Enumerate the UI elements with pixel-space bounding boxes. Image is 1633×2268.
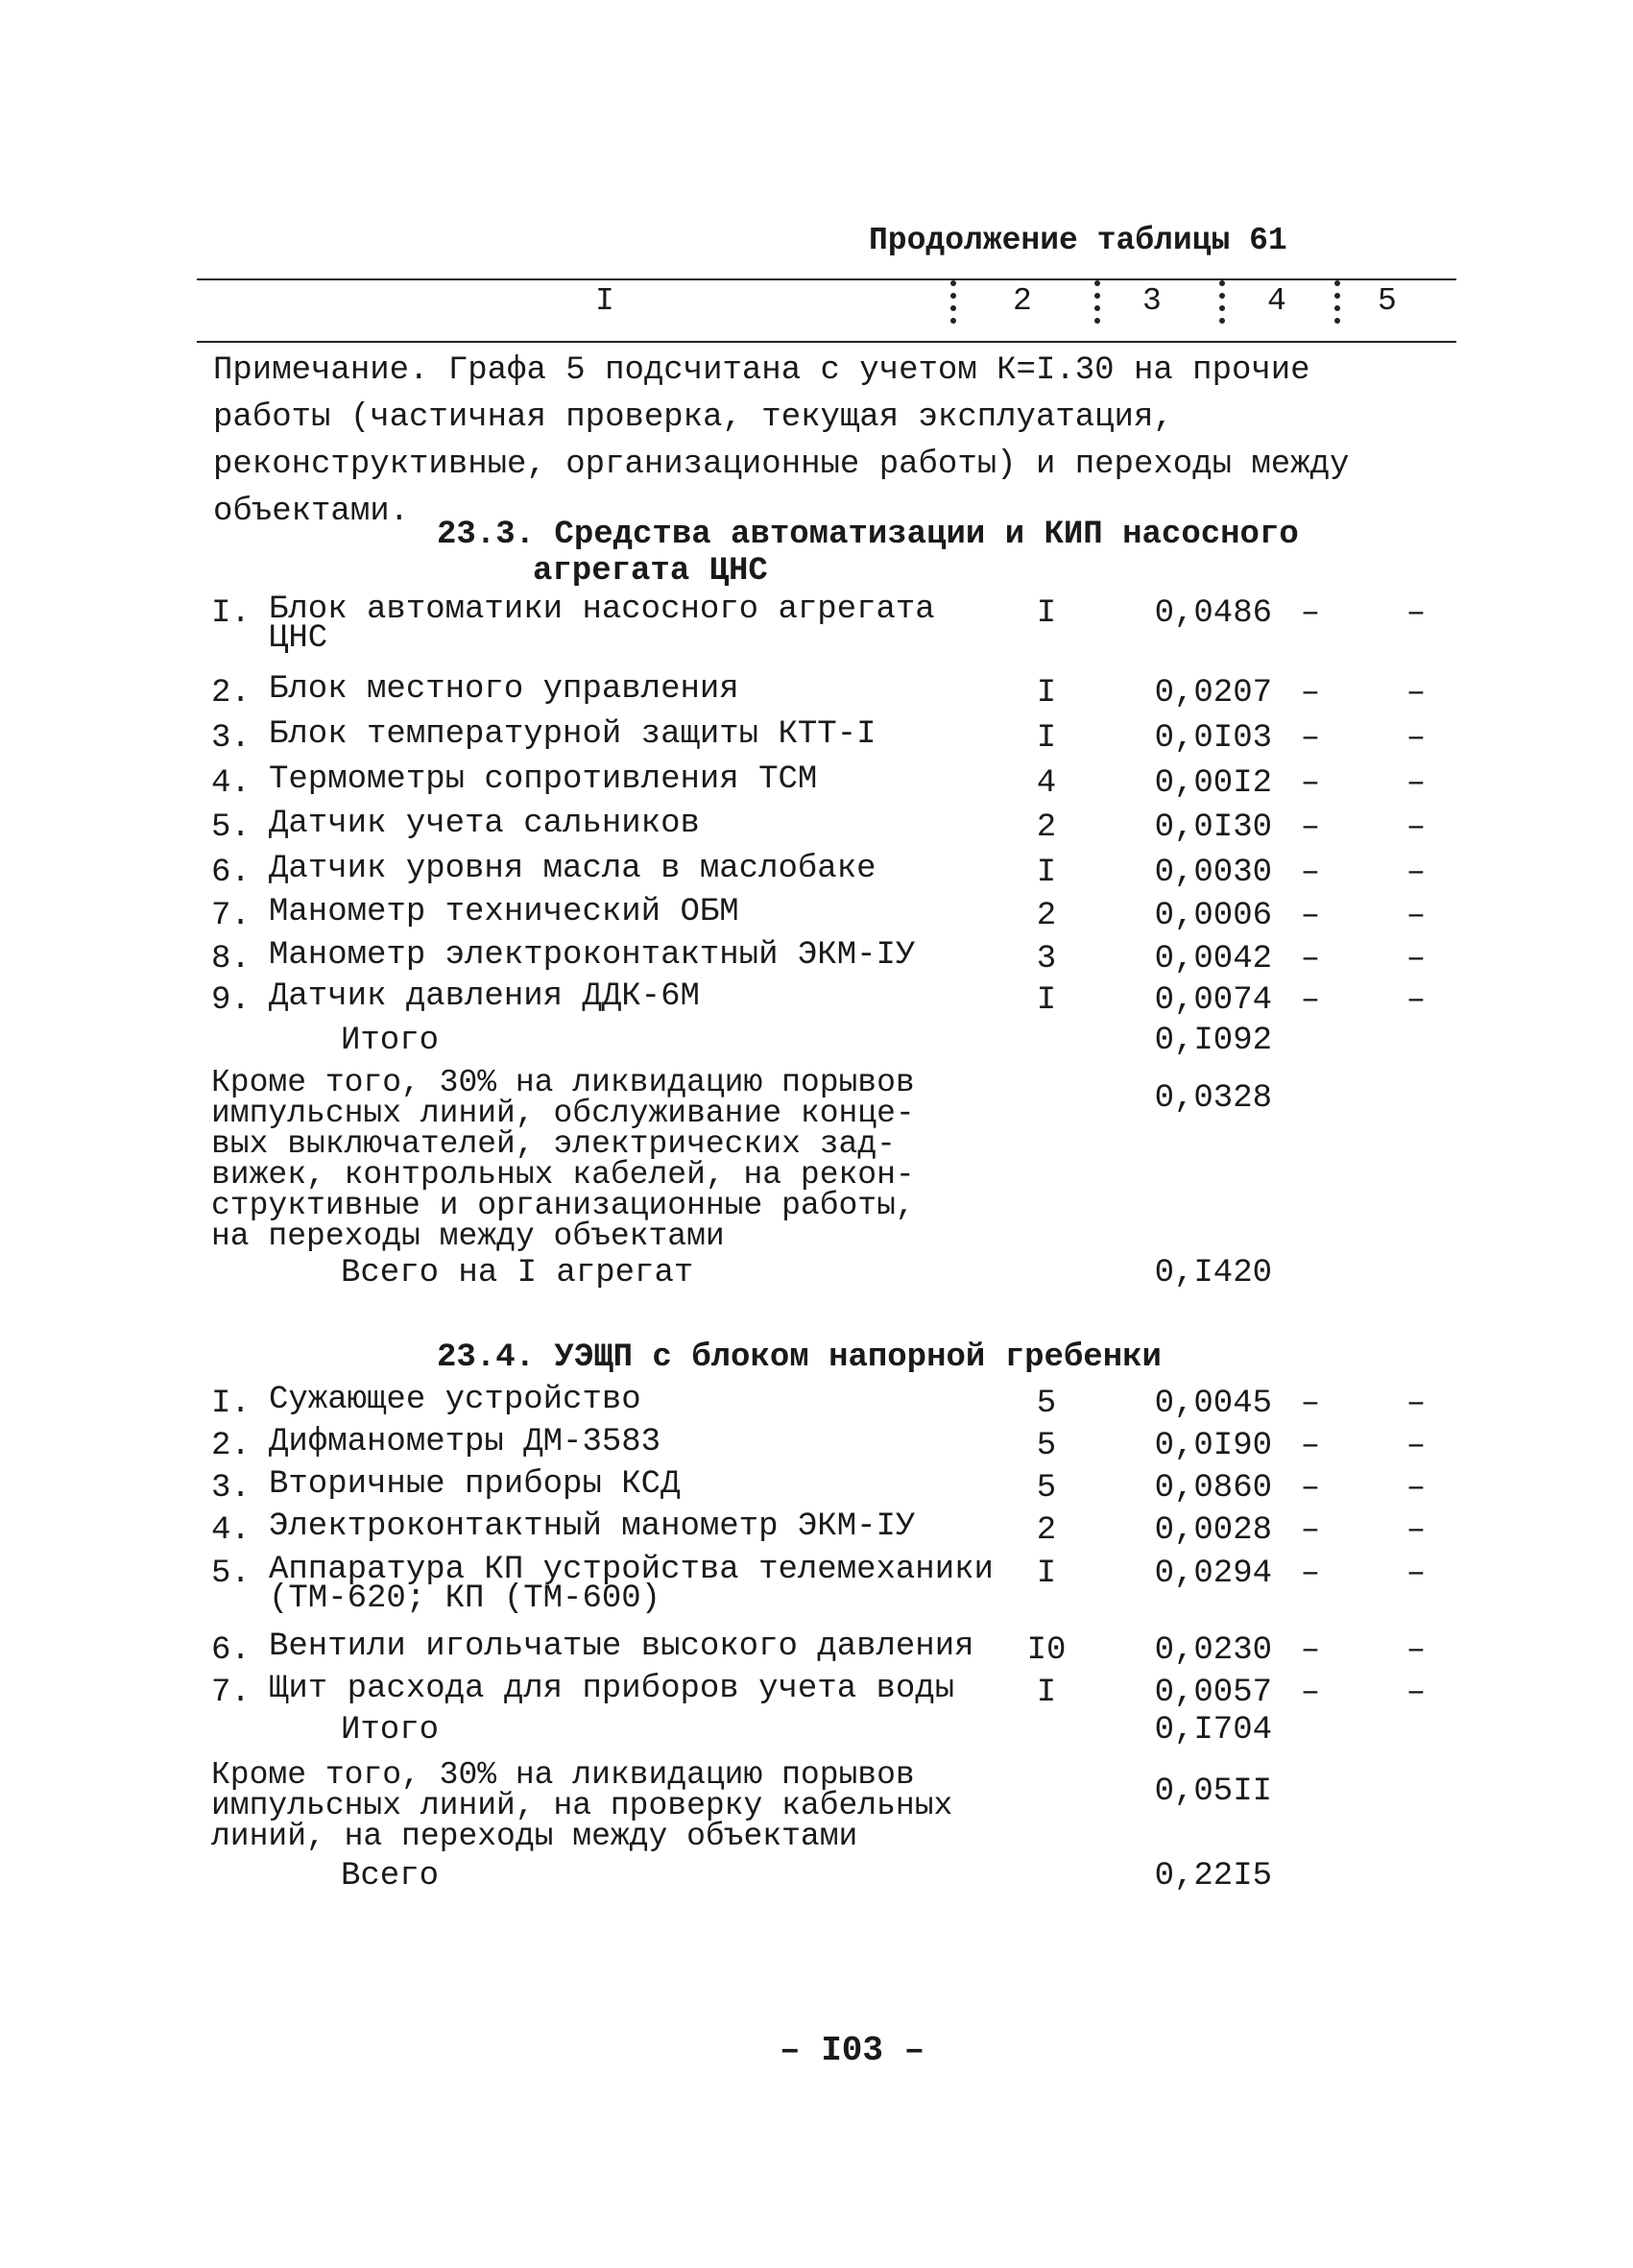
item-quantity: 5: [1036, 1470, 1057, 1507]
table-row: [211, 937, 1450, 983]
page-number: – I03 –: [780, 2031, 925, 2070]
table-note: Примечание. Графа 5 подсчитана с учетом К=I.30 на прочие работы (частичная проверка, текущая эксплуатация, реконструктивные, организационные работы) и переходы между объектами.: [213, 352, 1350, 530]
section-title-line2: агрегата ЦНС: [533, 553, 768, 590]
item-col4: –: [1300, 595, 1321, 632]
column-header-4: 4: [1267, 283, 1286, 319]
item-quantity: 3: [1036, 941, 1057, 977]
item-col5: –: [1405, 1386, 1427, 1422]
item-name: Манометр технический ОБМ: [269, 894, 739, 930]
item-col5: –: [1405, 1428, 1427, 1464]
item-quantity: 2: [1036, 898, 1057, 934]
item-value: 0,0057: [1154, 1675, 1272, 1711]
item-col5: –: [1405, 982, 1427, 1019]
item-quantity: 2: [1036, 809, 1057, 846]
item-number: 4.: [211, 1512, 251, 1549]
item-col4: –: [1300, 1428, 1321, 1464]
table-row: [211, 716, 1450, 762]
item-col4: –: [1300, 1632, 1321, 1669]
item-quantity: I: [1036, 595, 1057, 632]
table-row: [211, 894, 1450, 940]
item-col4: –: [1300, 898, 1321, 934]
item-quantity: 5: [1036, 1428, 1057, 1464]
table-row: [211, 851, 1450, 897]
item-name: Щит расхода для приборов учета воды: [269, 1671, 955, 1707]
item-quantity: I: [1036, 1556, 1057, 1592]
table-row: [211, 1671, 1450, 1717]
column-header-3: 3: [1142, 283, 1162, 319]
item-name: Аппаратура КП устройства телемеханики (ТМ-620; КП (ТМ-600): [269, 1552, 994, 1617]
item-quantity: I: [1036, 675, 1057, 712]
subtotal-value: 0,I092: [1154, 1023, 1272, 1059]
item-col5: –: [1405, 765, 1427, 802]
subtotal-label: Итого: [341, 1712, 440, 1749]
item-col4: –: [1300, 855, 1321, 891]
subtotal-value: 0,I704: [1154, 1712, 1272, 1749]
item-number: 6.: [211, 1632, 251, 1669]
item-col4: –: [1300, 675, 1321, 712]
header-top-rule: [197, 278, 1456, 280]
item-name: Блок местного управления: [269, 671, 739, 708]
item-number: 6.: [211, 855, 251, 891]
item-col4: –: [1300, 1675, 1321, 1711]
item-col5: –: [1405, 720, 1427, 757]
item-col4: –: [1300, 765, 1321, 802]
item-number: 5.: [211, 1556, 251, 1592]
item-col5: –: [1405, 898, 1427, 934]
item-quantity: I: [1036, 855, 1057, 891]
item-value: 0,0028: [1154, 1512, 1272, 1549]
item-name: Блок автоматики насосного агрегата ЦНС: [269, 591, 935, 657]
item-col4: –: [1300, 720, 1321, 757]
item-quantity: I: [1036, 982, 1057, 1019]
item-value: 0,0294: [1154, 1556, 1272, 1592]
item-value: 0,0207: [1154, 675, 1272, 712]
table-row: [211, 591, 1450, 657]
item-name: Электроконтактный манометр ЭКМ-IУ: [269, 1508, 916, 1545]
item-name: Блок температурной защиты КТТ-I: [269, 716, 877, 753]
item-col5: –: [1405, 1512, 1427, 1549]
column-separator: [1219, 280, 1225, 330]
table-row: [211, 1382, 1450, 1428]
item-quantity: 4: [1036, 765, 1057, 802]
item-number: I.: [211, 595, 251, 632]
column-header-5: 5: [1378, 283, 1397, 319]
section-title: 23.3. Средства автоматизации и КИП насосного: [437, 517, 1299, 553]
item-col5: –: [1405, 1556, 1427, 1592]
table-row: [211, 671, 1450, 717]
item-col5: –: [1405, 595, 1427, 632]
item-col5: –: [1405, 809, 1427, 846]
column-separator: [1334, 280, 1340, 330]
item-value: 0,0I03: [1154, 720, 1272, 757]
item-number: 5.: [211, 809, 251, 846]
column-header-2: 2: [1013, 283, 1032, 319]
item-number: 7.: [211, 1675, 251, 1711]
table-row: [211, 806, 1450, 852]
item-name: Манометр электроконтактный ЭКМ-IУ: [269, 937, 916, 974]
item-col4: –: [1300, 1386, 1321, 1422]
item-number: 3.: [211, 1470, 251, 1507]
item-col5: –: [1405, 1675, 1427, 1711]
table-row: [211, 1552, 1450, 1617]
item-number: 2.: [211, 1428, 251, 1464]
table-row: [211, 1424, 1450, 1470]
table-row: [211, 1508, 1450, 1555]
table-continuation-title: Продолжение таблицы 61: [869, 223, 1287, 258]
item-value: 0,0I90: [1154, 1428, 1272, 1464]
item-name: Дифманометры ДМ-3583: [269, 1424, 661, 1460]
item-name: Датчик давления ДДК-6М: [269, 978, 700, 1015]
item-name: Термометры сопротивления ТСМ: [269, 761, 818, 798]
item-name: Датчик учета сальников: [269, 806, 700, 842]
section-title: 23.4. УЭЩП с блоком напорной гребенки: [437, 1339, 1162, 1376]
item-value: 0,0045: [1154, 1386, 1272, 1422]
column-separator: [950, 280, 956, 330]
item-number: I.: [211, 1386, 251, 1422]
table-row: [211, 1629, 1450, 1675]
extra-note: Кроме того, 30% на ликвидацию порывов импульсных линий, обслуживание конце- вых выключателей, электрических зад- вижек, контрольных кабелей, на рекон- структивные и организационные работы, на переходы между объектами: [211, 1065, 915, 1254]
total-value: 0,22I5: [1154, 1858, 1272, 1894]
column-separator: [1094, 280, 1100, 330]
item-value: 0,0006: [1154, 898, 1272, 934]
table-row: [211, 761, 1450, 808]
item-value: 0,0074: [1154, 982, 1272, 1019]
item-col4: –: [1300, 1470, 1321, 1507]
column-header-1: I: [595, 283, 614, 319]
item-value: 0,0042: [1154, 941, 1272, 977]
total-label: Всего: [341, 1858, 440, 1894]
item-col4: –: [1300, 809, 1321, 846]
item-quantity: I: [1036, 1675, 1057, 1711]
item-col5: –: [1405, 1632, 1427, 1669]
item-quantity: I: [1036, 720, 1057, 757]
item-name: Датчик уровня масла в маслобаке: [269, 851, 877, 887]
item-number: 7.: [211, 898, 251, 934]
item-value: 0,0I30: [1154, 809, 1272, 846]
item-quantity: 2: [1036, 1512, 1057, 1549]
total-value: 0,I420: [1154, 1255, 1272, 1291]
item-value: 0,0030: [1154, 855, 1272, 891]
item-name: Вторичные приборы КСД: [269, 1466, 681, 1503]
extra-value: 0,0328: [1154, 1080, 1272, 1117]
item-quantity: 5: [1036, 1386, 1057, 1422]
item-col4: –: [1300, 941, 1321, 977]
table-row: [211, 1466, 1450, 1512]
extra-note: Кроме того, 30% на ликвидацию порывов импульсных линий, на проверку кабельных линий, на переходы между объектами: [211, 1757, 953, 1854]
item-number: 9.: [211, 982, 251, 1019]
item-number: 3.: [211, 720, 251, 757]
table-row: [211, 978, 1450, 1025]
item-col4: –: [1300, 1512, 1321, 1549]
item-name: Вентили игольчатые высокого давления: [269, 1629, 974, 1665]
item-value: 0,0230: [1154, 1632, 1272, 1669]
item-number: 2.: [211, 675, 251, 712]
item-value: 0,0486: [1154, 595, 1272, 632]
header-bottom-rule: [197, 341, 1456, 343]
item-value: 0,00I2: [1154, 765, 1272, 802]
item-col4: –: [1300, 982, 1321, 1019]
item-col5: –: [1405, 675, 1427, 712]
extra-value: 0,05II: [1154, 1773, 1272, 1810]
total-label: Всего на I агрегат: [341, 1255, 694, 1291]
item-quantity: I0: [1026, 1632, 1067, 1669]
item-number: 4.: [211, 765, 251, 802]
item-value: 0,0860: [1154, 1470, 1272, 1507]
item-col5: –: [1405, 1470, 1427, 1507]
item-col5: –: [1405, 941, 1427, 977]
item-col4: –: [1300, 1556, 1321, 1592]
subtotal-label: Итого: [341, 1023, 440, 1059]
item-number: 8.: [211, 941, 251, 977]
item-name: Сужающее устройство: [269, 1382, 641, 1418]
item-col5: –: [1405, 855, 1427, 891]
